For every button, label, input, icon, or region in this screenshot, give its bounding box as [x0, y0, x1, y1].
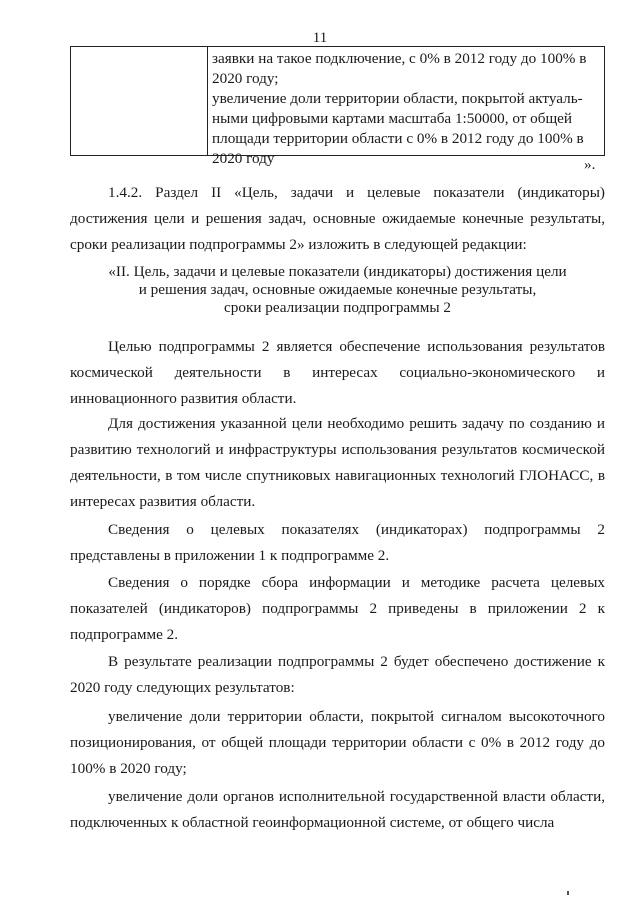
paragraph-result-authorities: увеличение доли органов исполнительной государственной власти области, подключенных к областной геоинформационной системе, от общего числа: [70, 788, 605, 831]
section-heading-line: сроки реализации подпрограммы 2: [224, 299, 451, 316]
paragraph-methodology: Сведения о порядке сбора информации и методике расчета целевых показателей (индикаторов) подпрограммы 2 приведены в приложении 2 к подпрограмме 2.: [70, 574, 605, 643]
closing-quote-mark: ».: [584, 156, 596, 173]
section-heading-line: «II. Цель, задачи и целевые показатели (индикаторы) достижения цели: [108, 263, 567, 280]
paragraph-result-coverage: увеличение доли территории области, покрытой сигналом высокоточного позиционирования, от общей площади территории области с 0% в 2012 году до 100% в 2020 году;: [70, 708, 605, 777]
paragraph-results-intro: В результате реализации подпрограммы 2 будет обеспечено достижение к 2020 году следующих результатов:: [70, 653, 605, 696]
table-cell-line: 2020 году;: [212, 70, 279, 87]
table-cell-right: [208, 47, 604, 167]
paragraph-goal: Целью подпрограммы 2 является обеспечение использования результатов космической деятельности в интересах социально-экономического и инновационного развития области.: [70, 338, 605, 407]
paragraph-indicators: Сведения о целевых показателях (индикаторах) подпрограммы 2 представлены в приложении 1 к подпрограмме 2.: [70, 521, 605, 564]
table-cell-line: ными цифровыми картами масштаба 1:50000, от общей: [212, 110, 573, 127]
table-cell-left-empty: [71, 47, 208, 155]
section-heading: [70, 263, 605, 317]
amendment-paragraph: 1.4.2. Раздел II «Цель, задачи и целевые показатели (индикаторы) достижения цели и решения задач, основные ожидаемые конечные результаты, сроки реализации подпрограммы 2» изложить в следующей редакции:: [70, 184, 605, 253]
table-cell-line: заявки на такое подключение, с 0% в 2012 году до 100% в: [212, 50, 587, 67]
continued-table: [70, 46, 605, 167]
paragraph-task: Для достижения указанной цели необходимо решить задачу по созданию и развитию технологий и инфраструктуры использования результатов космической деятельности, в том числе спутниковых навигационных технологий ГЛОНАСС, в интересах развития области.: [70, 415, 605, 510]
table-cell-line: 2020 году: [212, 150, 275, 167]
table-cell-line: площади территории области с 0% в 2012 году до 100% в: [212, 130, 584, 147]
scan-mark: [567, 891, 569, 895]
table-cell-line: увеличение доли территории области, покрытой актуаль-: [212, 90, 583, 107]
section-heading-line: и решения задач, основные ожидаемые конечные результаты,: [138, 281, 537, 298]
page-number: 11: [312, 30, 328, 46]
